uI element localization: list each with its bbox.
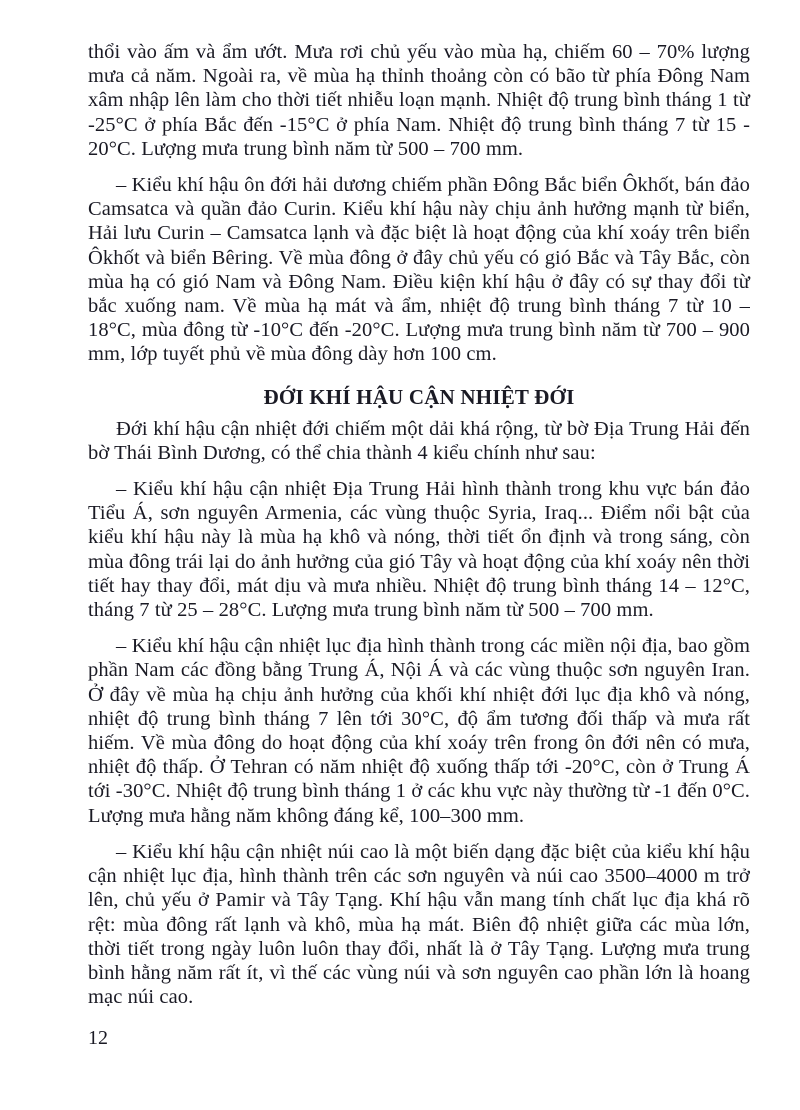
- paragraph-temperate-oceanic: – Kiểu khí hậu ôn đới hải dương chiếm phần Đông Bắc biển Ôkhốt, bán đảo Camsatca và quần đảo Curin. Kiểu khí hậu này chịu ảnh hưởng mạnh từ biển, Hải lưu Curin – Camsatca lạnh và đặc biệt là hoạt động của khí xoáy trên biển Ôkhốt và biển Bêring. Về mùa đông ở đây chủ yếu có gió Bắc và Tây Bắc, còn mùa hạ có gió Nam và Đông Nam. Điều kiện khí hậu ở đây có sự thay đổi từ bắc xuống nam. Về mùa hạ mát và ẩm, nhiệt độ trung bình tháng 7 từ 10 – 18°C, mùa đông từ -10°C đến -20°C. Lượng mưa trung bình năm từ 700 – 900 mm, lớp tuyết phủ về mùa đông dày hơn 100 cm.: [88, 174, 750, 366]
- paragraph-subtropical-mountain: – Kiểu khí hậu cận nhiệt núi cao là một biến dạng đặc biệt của kiểu khí hậu cận nhiệt lục địa, hình thành trên các sơn nguyên và núi cao 3500–4000 m trở lên, chủ yếu ở Pamir và Tây Tạng. Khí hậu vẫn mang tính chất lục địa khá rõ rệt: mùa đông rất lạnh và khô, mùa hạ mát. Biên độ nhiệt giữa các mùa lớn, thời tiết trong ngày luôn luôn thay đổi, nhất là ở Tây Tạng. Lượng mưa trung bình hằng năm rất ít, vì thế các vùng núi và sơn nguyên cao phần lớn là hoang mạc núi cao.: [88, 840, 750, 1009]
- paragraph-subtropical-intro: Đới khí hậu cận nhiệt đới chiếm một dải khá rộng, từ bờ Địa Trung Hải đến bờ Thái Bình Dương, có thể chia thành 4 kiểu chính như sau:: [88, 417, 750, 464]
- section-heading: ĐỚI KHÍ HẬU CẬN NHIỆT ĐỚI: [263, 384, 575, 409]
- paragraph-subtropical-continental: – Kiểu khí hậu cận nhiệt lục địa hình thành trong các miền nội địa, bao gồm phần Nam các đồng bằng Trung Á, Nội Á và các vùng thuộc sơn nguyên Iran. Ở đây về mùa hạ chịu ảnh hưởng của khối khí nhiệt đới lục địa khô và nóng, nhiệt độ trung bình tháng 7 lên tới 30°C, độ ẩm tương đối thấp và mưa rất hiếm. Về mùa đông do hoạt động của khí xoáy trên frong ôn đới nên có mưa, nhiệt độ thấp. Ở Tehran có năm nhiệt độ xuống thấp tới -20°C, còn ở Trung Á tới -30°C. Nhiệt độ trung bình tháng 1 ở các khu vực này thường từ -1 đến 0°C. Lượng mưa hằng năm không đáng kể, 100–300 mm.: [88, 635, 750, 827]
- paragraph-subtropical-mediterranean: – Kiểu khí hậu cận nhiệt Địa Trung Hải hình thành trong khu vực bán đảo Tiểu Á, sơn nguyên Armenia, các vùng thuộc Syria, Iraq... Điểm nổi bật của kiểu khí hậu này là mùa hạ khô và nóng, thời tiết ổn định và trong sáng, còn mùa đông trái lại do ảnh hưởng của gió Tây và hoạt động của khí xoáy nên thời tiết hay thay đổi, mát dịu và mưa nhiều. Nhiệt độ trung bình tháng 14 – 12°C, tháng 7 từ 25 – 28°C. Lượng mưa trung bình năm từ 500 – 700 mm.: [88, 478, 750, 622]
- page-body: [88, 40, 750, 1021]
- paragraph-intro-continuation: thổi vào ấm và ẩm ướt. Mưa rơi chủ yếu vào mùa hạ, chiếm 60 – 70% lượng mưa cả năm. Ngoài ra, về mùa hạ thỉnh thoảng còn có bão từ phía Đông Nam xâm nhập lên làm cho thời tiết nhiễu loạn mạnh. Nhiệt độ trung bình tháng 1 từ -25°C ở phía Bắc đến -15°C ở phía Nam. Nhiệt độ trung bình tháng 7 từ 15 - 20°C. Lượng mưa trung bình năm từ 500 – 700 mm.: [88, 41, 750, 160]
- page-number: 12: [88, 1027, 108, 1049]
